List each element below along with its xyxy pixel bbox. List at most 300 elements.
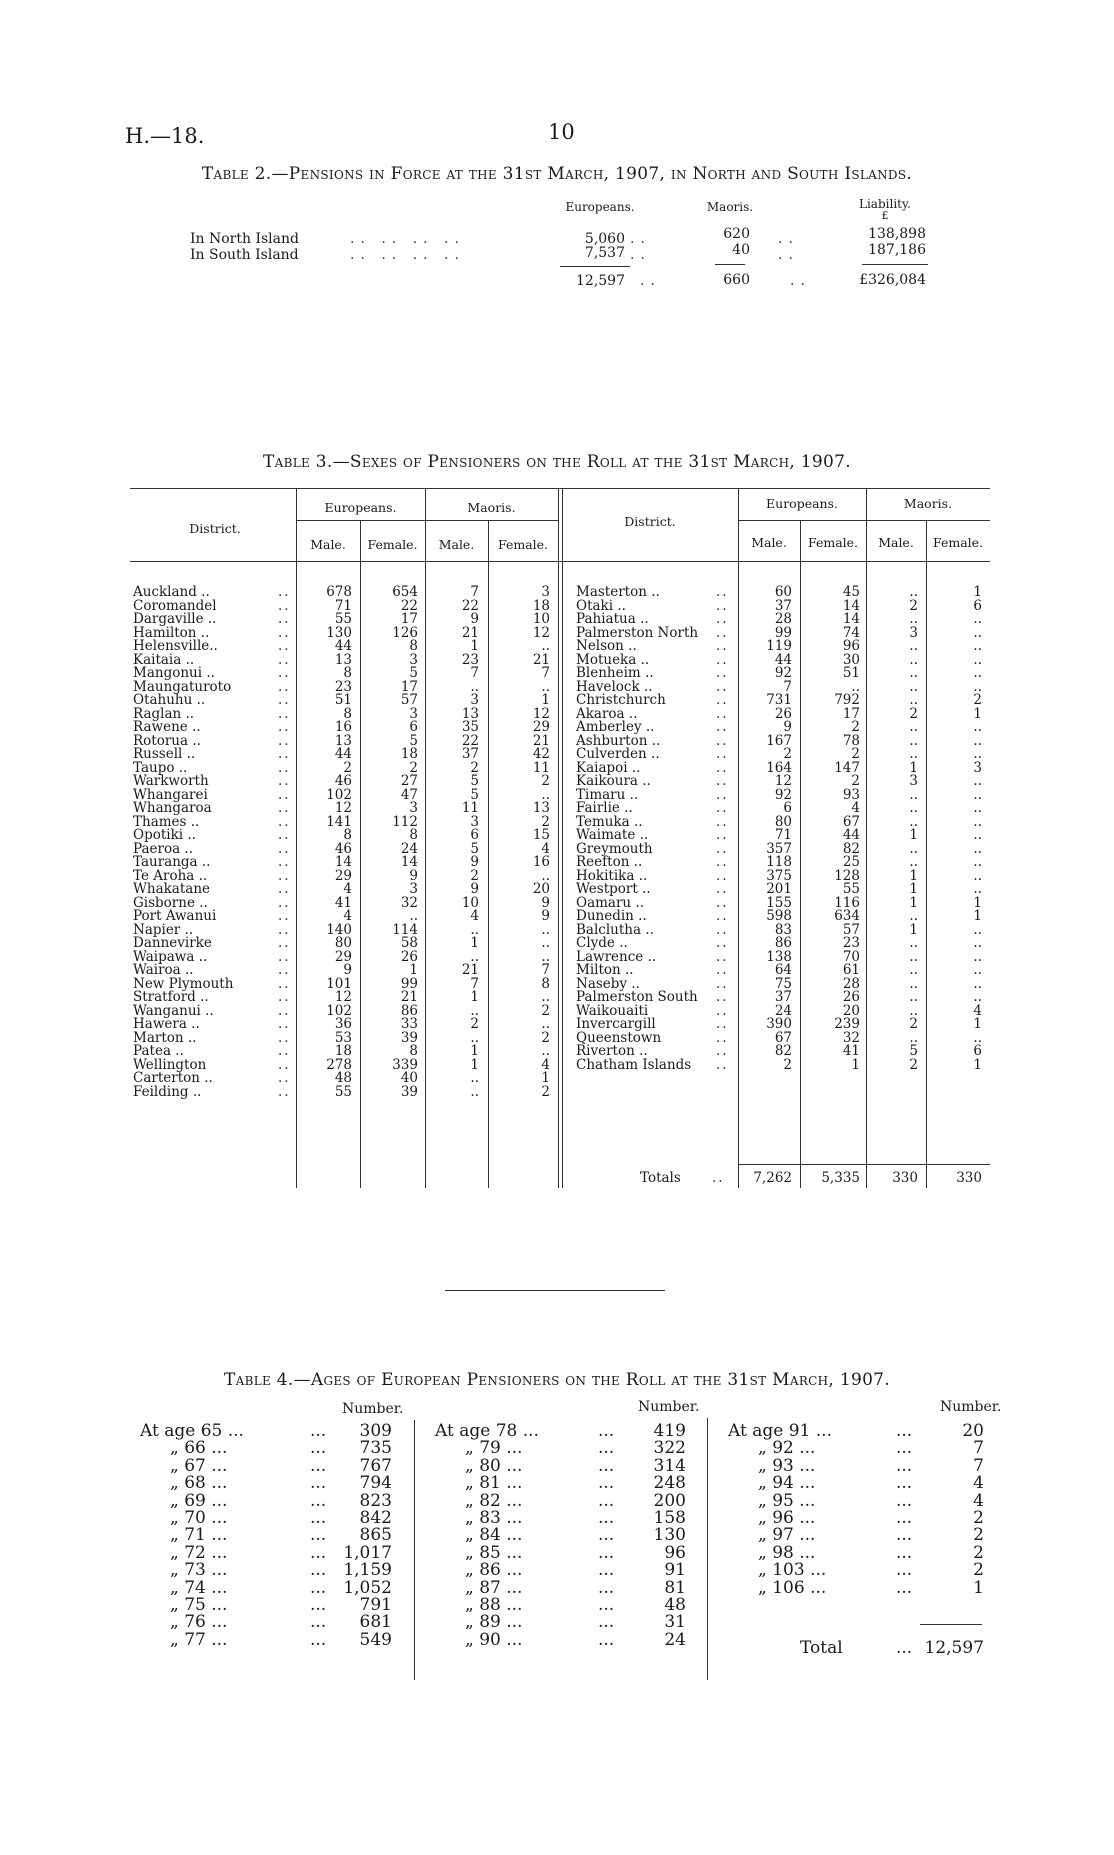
table3-header-female: Female. <box>932 535 984 550</box>
table3-cell-european-male: 14 <box>334 854 352 870</box>
table3-cell-european-male: 71 <box>334 597 352 614</box>
table3-total-cell: 5,335 <box>821 1170 860 1186</box>
table4-leader-dots: ... <box>598 1490 615 1511</box>
table3-leader-dots: .. <box>716 867 729 884</box>
table3-cell-european-male: 2 <box>343 759 352 776</box>
table4-leader-dots: ... <box>598 1595 615 1615</box>
table3-leader-dots: .. <box>716 759 729 776</box>
table3-cell-maori-female: 2 <box>541 813 550 830</box>
table3-cell-european-female: 17 <box>400 611 418 627</box>
table4-number: 2 <box>973 1525 984 1546</box>
table3-cell-european-female: 14 <box>400 854 418 870</box>
table4-number: 322 <box>653 1438 686 1459</box>
table3-district-name: Napier .. <box>133 921 194 938</box>
table4-number: 81 <box>664 1577 686 1598</box>
table3-cell-european-male: 80 <box>774 813 792 830</box>
table3-leader-dots: .. <box>716 624 729 641</box>
table3-cell-european-female: 57 <box>842 921 860 938</box>
table4-leader-dots: ... <box>598 1577 615 1598</box>
table3-leader-dots: .. <box>716 881 729 897</box>
table4-number: 419 <box>653 1421 686 1441</box>
table3-cell-maori-female: .. <box>541 948 550 965</box>
table3-cell-european-male: 99 <box>774 624 792 641</box>
table3-cell-european-male: 13 <box>334 732 352 749</box>
table3-cell-maori-male: 2 <box>470 1016 479 1032</box>
table4-leader-dots: ... <box>896 1577 913 1598</box>
table3-leader-dots: .. <box>278 962 291 978</box>
table3-cell-european-male: 130 <box>326 624 352 641</box>
table3-cell-maori-male: 9 <box>470 881 479 897</box>
table3-leader-dots: .. <box>716 840 729 857</box>
table3-leader-dots: .. <box>716 962 729 978</box>
table2-total-rule <box>862 264 928 265</box>
table4-age-label: „ 69 ... <box>170 1490 228 1511</box>
table3-leader-dots: .. <box>716 975 729 992</box>
table3-cell-maori-male: .. <box>909 692 918 708</box>
table3-district-name: Hawera .. <box>133 1016 200 1032</box>
table4-leader-dots: ... <box>598 1421 615 1441</box>
table4-leader-dots: ... <box>598 1508 615 1528</box>
table3-leader-dots: .. <box>716 786 729 803</box>
table3-cell-european-female: 26 <box>400 948 418 965</box>
table3-cell-european-female: 5 <box>409 665 418 681</box>
table3-cell-maori-male: .. <box>909 935 918 951</box>
table3-leader-dots: .. <box>278 759 291 776</box>
table4-age-label: „ 74 ... <box>170 1577 228 1598</box>
table3-district-name: Balclutha .. <box>576 921 654 938</box>
table3-leader-dots: .. <box>278 584 291 600</box>
table3-leader-dots: .. <box>278 867 291 884</box>
table3-cell-european-male: 598 <box>766 908 792 924</box>
table3-leader-dots: .. <box>278 786 291 803</box>
table3-cell-maori-male: 21 <box>461 624 479 641</box>
table3-cell-maori-male: 2 <box>909 705 918 722</box>
table3-cell-european-male: 44 <box>334 638 352 654</box>
table3-cell-european-female: 17 <box>842 705 860 722</box>
table3-cell-european-female: 239 <box>834 1016 860 1032</box>
table3-cell-maori-male: 2 <box>909 597 918 614</box>
table3-cell-maori-female: .. <box>973 746 982 762</box>
table3-cell-european-male: 29 <box>334 867 352 884</box>
table4-leader-dots: ... <box>598 1473 615 1494</box>
table3-cell-maori-female: .. <box>973 948 982 965</box>
table3-leader-dots: .. <box>716 948 729 965</box>
table3-district-name: Kaiapoi .. <box>576 759 641 776</box>
table3-cell-european-male: 140 <box>326 921 352 938</box>
table3-cell-european-male: 60 <box>774 584 792 600</box>
table3-cell-european-female: 47 <box>400 786 418 803</box>
table3-leader-dots: .. <box>716 597 729 614</box>
table4-number: 314 <box>653 1455 686 1476</box>
table3-cell-european-female: 70 <box>842 948 860 965</box>
table4-number: 130 <box>653 1525 686 1546</box>
table3-cell-maori-female: .. <box>973 800 982 816</box>
table3-cell-maori-female: .. <box>973 1029 982 1046</box>
table3-cell-maori-male: .. <box>909 732 918 749</box>
table3-cell-maori-female: 2 <box>541 1002 550 1019</box>
table4-leader-dots: ... <box>896 1560 913 1581</box>
table4-leader-dots: ... <box>310 1560 327 1581</box>
table3-cell-european-male: 4 <box>343 908 352 924</box>
table3-cell-maori-female: 12 <box>532 705 550 722</box>
table4-age-label: „ 88 ... <box>465 1595 523 1615</box>
table3-cell-european-female: .. <box>851 678 860 695</box>
table3-cell-maori-female: 1 <box>973 584 982 600</box>
table4-age-label: At age 91 ... <box>728 1421 832 1441</box>
table4-age-label: „ 97 ... <box>758 1525 816 1546</box>
table3-cell-european-male: 44 <box>774 651 792 668</box>
table3-district-name: Dargaville .. <box>133 611 217 627</box>
table4-number: 4 <box>973 1490 984 1511</box>
table3-cell-european-female: 26 <box>842 989 860 1005</box>
table3-header-district: District. <box>189 521 241 536</box>
table4-age-label: „ 86 ... <box>465 1560 523 1581</box>
table4-leader-dots: ... <box>310 1577 327 1598</box>
table3-cell-european-male: 16 <box>334 719 352 735</box>
table4-leader-dots: ... <box>896 1473 913 1494</box>
table3-cell-maori-male: .. <box>909 638 918 654</box>
table3-cell-maori-female: 1 <box>973 705 982 722</box>
table3-cell-maori-female: 3 <box>541 584 550 600</box>
table3-cell-european-female: 28 <box>842 975 860 992</box>
table3-cell-maori-male: .. <box>909 746 918 762</box>
table4-number: 200 <box>653 1490 686 1511</box>
table3-cell-european-male: 678 <box>326 584 352 600</box>
table4-number: 7 <box>973 1438 984 1459</box>
table3-cell-maori-male: .. <box>909 719 918 735</box>
table3-district-name: Hamilton .. <box>133 624 210 641</box>
table3-cell-maori-male: .. <box>909 584 918 600</box>
table3-cell-european-male: 118 <box>766 854 792 870</box>
table4-leader-dots: ... <box>896 1455 913 1476</box>
table3-cell-european-male: 155 <box>766 894 792 911</box>
table3-cell-european-female: 78 <box>842 732 860 749</box>
table3-leader-dots: .. <box>716 854 729 870</box>
table3-leader-dots: .. <box>716 651 729 668</box>
table4-leader-dots: ... <box>896 1438 913 1459</box>
table4-age-label: „ 98 ... <box>758 1542 816 1563</box>
table3-cell-maori-male: 1 <box>470 989 479 1005</box>
table3-cell-maori-male: .. <box>909 813 918 830</box>
table2-cell: 187,186 <box>868 242 926 258</box>
table4-number: 1,017 <box>343 1542 392 1563</box>
table3-district-name: Havelock .. <box>576 678 653 695</box>
table3-cell-maori-male: 1 <box>909 759 918 776</box>
table3-cell-european-male: 36 <box>334 1016 352 1032</box>
table3-district-name: Coromandel <box>133 597 217 614</box>
table3-cell-european-male: 92 <box>774 665 792 681</box>
table4-number: 823 <box>359 1490 392 1511</box>
table3-cell-european-male: 12 <box>334 800 352 816</box>
table3-cell-european-female: 82 <box>842 840 860 857</box>
table3-cell-european-male: 37 <box>774 989 792 1005</box>
table3-leader-dots: .. <box>716 1043 729 1059</box>
table3-cell-maori-female: 2 <box>973 692 982 708</box>
table3-leader-dots: .. <box>716 989 729 1005</box>
table3-cell-maori-male: 21 <box>461 962 479 978</box>
table2-cell: 40 <box>732 242 750 258</box>
table4-number: 681 <box>359 1612 392 1633</box>
table3-cell-maori-male: 3 <box>470 813 479 830</box>
table3-district-name: Wanganui .. <box>133 1002 214 1019</box>
table3-cell-maori-male: 7 <box>470 584 479 600</box>
table3-cell-maori-female: 18 <box>532 597 550 614</box>
table3-leader-dots: .. <box>278 651 291 668</box>
table2-cell: 5,060 <box>584 231 625 247</box>
table4-number: 91 <box>664 1560 686 1581</box>
table3-leader-dots: .. <box>278 894 291 911</box>
table3-cell-maori-female: .. <box>973 935 982 951</box>
table4-leader-dots: ... <box>310 1421 327 1441</box>
table3-cell-european-male: 24 <box>774 1002 792 1019</box>
table3-cell-maori-female: .. <box>973 813 982 830</box>
table3-district-name: Tauranga .. <box>133 854 211 870</box>
table3-cell-european-female: 40 <box>400 1070 418 1086</box>
table3-cell-european-female: 14 <box>842 611 860 627</box>
table3-cell-european-female: 61 <box>842 962 860 978</box>
table3-cell-european-male: 46 <box>334 773 352 789</box>
table3-cell-european-male: 9 <box>783 719 792 735</box>
table3-district-name: Warkworth <box>133 773 209 789</box>
table3-leader-dots: .. <box>716 1029 729 1046</box>
table4-number: 96 <box>664 1542 686 1563</box>
table3-cell-european-male: 138 <box>766 948 792 965</box>
table3-leader-dots: .. <box>716 746 729 762</box>
table3-cell-european-male: 71 <box>774 827 792 843</box>
table3-leader-dots: .. <box>716 813 729 830</box>
table3-cell-maori-female: .. <box>541 1043 550 1059</box>
table3-cell-european-male: 7 <box>783 678 792 695</box>
table3-cell-european-female: 4 <box>851 800 860 816</box>
table3-district-name: Oamaru .. <box>576 894 644 911</box>
table4-leader-dots: ... <box>598 1438 615 1459</box>
table4-age-label: „ 92 ... <box>758 1438 816 1459</box>
table3-leader-dots: .. <box>278 948 291 965</box>
table3-cell-european-female: 8 <box>409 638 418 654</box>
table3-district-name: Mangonui .. <box>133 665 215 681</box>
table3-cell-maori-female: 21 <box>532 651 550 668</box>
table4-age-label: „ 87 ... <box>465 1577 523 1598</box>
table3-district-name: Otahuhu .. <box>133 692 206 708</box>
table3-cell-maori-male: 23 <box>461 651 479 668</box>
table3-district-name: Palmerston North <box>576 624 699 641</box>
table3-cell-maori-female: .. <box>973 719 982 735</box>
table3-cell-european-male: 201 <box>766 881 792 897</box>
table3-cell-european-male: 357 <box>766 840 792 857</box>
table3-district-name: Dannevirke <box>133 935 212 951</box>
table3-cell-maori-female: .. <box>973 854 982 870</box>
table3-cell-maori-male: 1 <box>909 827 918 843</box>
table3-cell-european-female: 6 <box>409 719 418 735</box>
table3-cell-maori-male: 7 <box>470 665 479 681</box>
table4-leader-dots: ... <box>310 1525 327 1546</box>
table3-header-maoris: Maoris. <box>467 500 516 515</box>
table3-cell-european-male: 8 <box>343 827 352 843</box>
table3-cell-maori-male: .. <box>909 948 918 965</box>
table3-cell-maori-male: 1 <box>909 867 918 884</box>
table3-cell-maori-male: 3 <box>909 773 918 789</box>
table3-cell-european-female: 32 <box>400 894 418 911</box>
table3-cell-maori-male: .. <box>909 975 918 992</box>
table4-age-label: „ 94 ... <box>758 1473 816 1494</box>
table3-cell-european-male: 375 <box>766 867 792 884</box>
table3-leader-dots: .. <box>278 624 291 641</box>
table3-cell-maori-female: .. <box>973 624 982 641</box>
table3-cell-maori-female: 9 <box>541 908 550 924</box>
table4-number: 31 <box>664 1612 686 1633</box>
table2-total-europeans: 12,597 <box>576 273 625 289</box>
table3-leader-dots: .. <box>278 935 291 951</box>
table3-leader-dots: .. <box>278 705 291 722</box>
table3-district-name: Marton .. <box>133 1029 197 1046</box>
table3-district-name: Naseby .. <box>576 975 640 992</box>
table3-cell-maori-female: 1 <box>541 1070 550 1086</box>
table3-cell-european-male: 6 <box>783 800 792 816</box>
table3-cell-maori-female: 4 <box>541 1056 550 1073</box>
table3-district-name: Waimate .. <box>576 827 649 843</box>
table3-cell-maori-male: 2 <box>470 759 479 776</box>
table3-cell-european-male: 390 <box>766 1016 792 1032</box>
table3-district-name: Dunedin .. <box>576 908 647 924</box>
table3-cell-maori-female: 42 <box>532 746 550 762</box>
table3-cell-maori-male: 3 <box>909 624 918 641</box>
table3-cell-maori-male: .. <box>909 1029 918 1046</box>
table3-header-female: Female. <box>497 537 549 552</box>
table3-leader-dots: .. <box>716 827 729 843</box>
table3-cell-maori-male: .. <box>909 962 918 978</box>
table3-leader-dots: .. <box>716 1016 729 1032</box>
table3-district-name: Thames .. <box>133 813 200 830</box>
table3-leader-dots: .. <box>716 719 729 735</box>
table3-cell-maori-male: 1 <box>470 1043 479 1059</box>
table3-cell-european-male: 37 <box>774 597 792 614</box>
table3-cell-european-female: 112 <box>392 813 418 830</box>
table3-leader-dots: .. <box>716 705 729 722</box>
table3-cell-maori-male: .. <box>909 1002 918 1019</box>
table3-district-name: Maungaturoto <box>133 678 232 695</box>
table4-number: 794 <box>359 1473 392 1494</box>
table3-cell-maori-female: 3 <box>973 759 982 776</box>
table2-caption: Table 2.—Pensions in Force at the 31st March, 1907, in North and South Islands. <box>201 164 913 184</box>
table3-cell-maori-female: 16 <box>532 854 550 870</box>
table3-cell-european-female: 93 <box>842 786 860 803</box>
table4-number: 4 <box>973 1473 984 1494</box>
table4-age-label: „ 67 ... <box>170 1455 228 1476</box>
table3-cell-maori-female: .. <box>973 638 982 654</box>
table3-district-name: Reefton .. <box>576 854 643 870</box>
table4-header-number: Number. <box>342 1401 404 1417</box>
table3-cell-maori-male: 5 <box>470 773 479 789</box>
table3-leader-dots: .. <box>716 732 729 749</box>
table3-cell-european-female: 8 <box>409 827 418 843</box>
table2-row-label: In South Island <box>190 247 299 263</box>
table3-cell-maori-female: 1 <box>973 894 982 911</box>
table4-age-label: „ 103 ... <box>758 1560 827 1581</box>
table3-cell-european-female: 2 <box>851 773 860 789</box>
table3-cell-maori-female: 13 <box>532 800 550 816</box>
table3-cell-maori-female: 29 <box>532 719 550 735</box>
table4-leader-dots: ... <box>598 1455 615 1476</box>
table3-cell-european-female: 20 <box>842 1002 860 1019</box>
table3-district-name: New Plymouth <box>133 975 234 992</box>
table3-district-name: Temuka .. <box>576 813 643 830</box>
table3-district-name: Kaikoura .. <box>576 773 651 789</box>
table3-cell-european-male: 28 <box>774 611 792 627</box>
table4-age-label: „ 82 ... <box>465 1490 523 1511</box>
table3-district-name: Blenheim .. <box>576 665 654 681</box>
table3-cell-european-female: 86 <box>400 1002 418 1019</box>
table4-age-label: At age 65 ... <box>140 1421 244 1441</box>
table4-age-label: „ 79 ... <box>465 1438 523 1459</box>
table3-cell-maori-female: .. <box>973 989 982 1005</box>
table3-cell-maori-female: .. <box>973 651 982 668</box>
table3-cell-european-female: 792 <box>834 692 860 708</box>
table3-cell-european-male: 55 <box>334 611 352 627</box>
table3-cell-european-female: 24 <box>400 840 418 857</box>
table3-cell-maori-male: .. <box>470 1083 479 1100</box>
table3-cell-european-male: 80 <box>334 935 352 951</box>
table3-cell-maori-female: .. <box>973 962 982 978</box>
table3-district-name: Whangarei <box>133 786 208 803</box>
table3-cell-european-female: 99 <box>400 975 418 992</box>
table4-age-label: „ 81 ... <box>465 1473 523 1494</box>
table4-leader-dots: ... <box>310 1612 327 1633</box>
table3-cell-european-female: 8 <box>409 1043 418 1059</box>
table3-cell-maori-male: .. <box>909 989 918 1005</box>
table3-district-name: Stratford .. <box>133 989 209 1005</box>
table3-leader-dots: .. <box>716 894 729 911</box>
table3-cell-maori-female: 15 <box>532 827 550 843</box>
table3-cell-maori-female: 21 <box>532 732 550 749</box>
table3-cell-maori-male: 1 <box>470 1056 479 1073</box>
page-number: 10 <box>548 120 575 144</box>
table3-cell-european-female: 654 <box>392 584 418 600</box>
table3-cell-european-male: 41 <box>334 894 352 911</box>
table3-leader-dots: .. <box>278 665 291 681</box>
table3-cell-maori-female: 1 <box>973 1056 982 1073</box>
table3-cell-european-male: 102 <box>326 786 352 803</box>
table2-row-label: In North Island <box>190 231 299 247</box>
table3-cell-european-male: 12 <box>334 989 352 1005</box>
table3-district-name: Otaki .. <box>576 597 626 614</box>
table2-total-rule <box>715 264 745 265</box>
table3-leader-dots: .. <box>278 1002 291 1019</box>
table3-leader-dots: .. <box>716 611 729 627</box>
table3-leader-dots: .. <box>716 921 729 938</box>
table4-age-label: At age 78 ... <box>435 1421 539 1441</box>
table4-age-label: „ 70 ... <box>170 1508 228 1528</box>
table3-leader-dots: .. <box>278 597 291 614</box>
table3-district-name: Raglan .. <box>133 705 195 722</box>
table3-cell-maori-female: .. <box>973 773 982 789</box>
table3-cell-maori-female: .. <box>541 935 550 951</box>
table3-leader-dots: .. <box>716 773 729 789</box>
table3-cell-maori-female: 2 <box>541 1029 550 1046</box>
table4-age-label: „ 80 ... <box>465 1455 523 1476</box>
table3-cell-maori-male: 9 <box>470 611 479 627</box>
table3-cell-maori-female: .. <box>541 867 550 884</box>
table3-cell-european-male: 12 <box>774 773 792 789</box>
table3-district-name: Rotorua .. <box>133 732 201 749</box>
table3-cell-maori-female: .. <box>973 921 982 938</box>
table3-district-name: Queenstown <box>576 1029 662 1046</box>
table3-cell-maori-female: .. <box>541 638 550 654</box>
table3-district-name: Auckland .. <box>133 584 210 600</box>
table3-cell-european-female: 2 <box>851 719 860 735</box>
table3-cell-maori-male: 1 <box>470 935 479 951</box>
table3-total-cell: 7,262 <box>753 1170 792 1186</box>
table4-number: 48 <box>664 1595 686 1615</box>
